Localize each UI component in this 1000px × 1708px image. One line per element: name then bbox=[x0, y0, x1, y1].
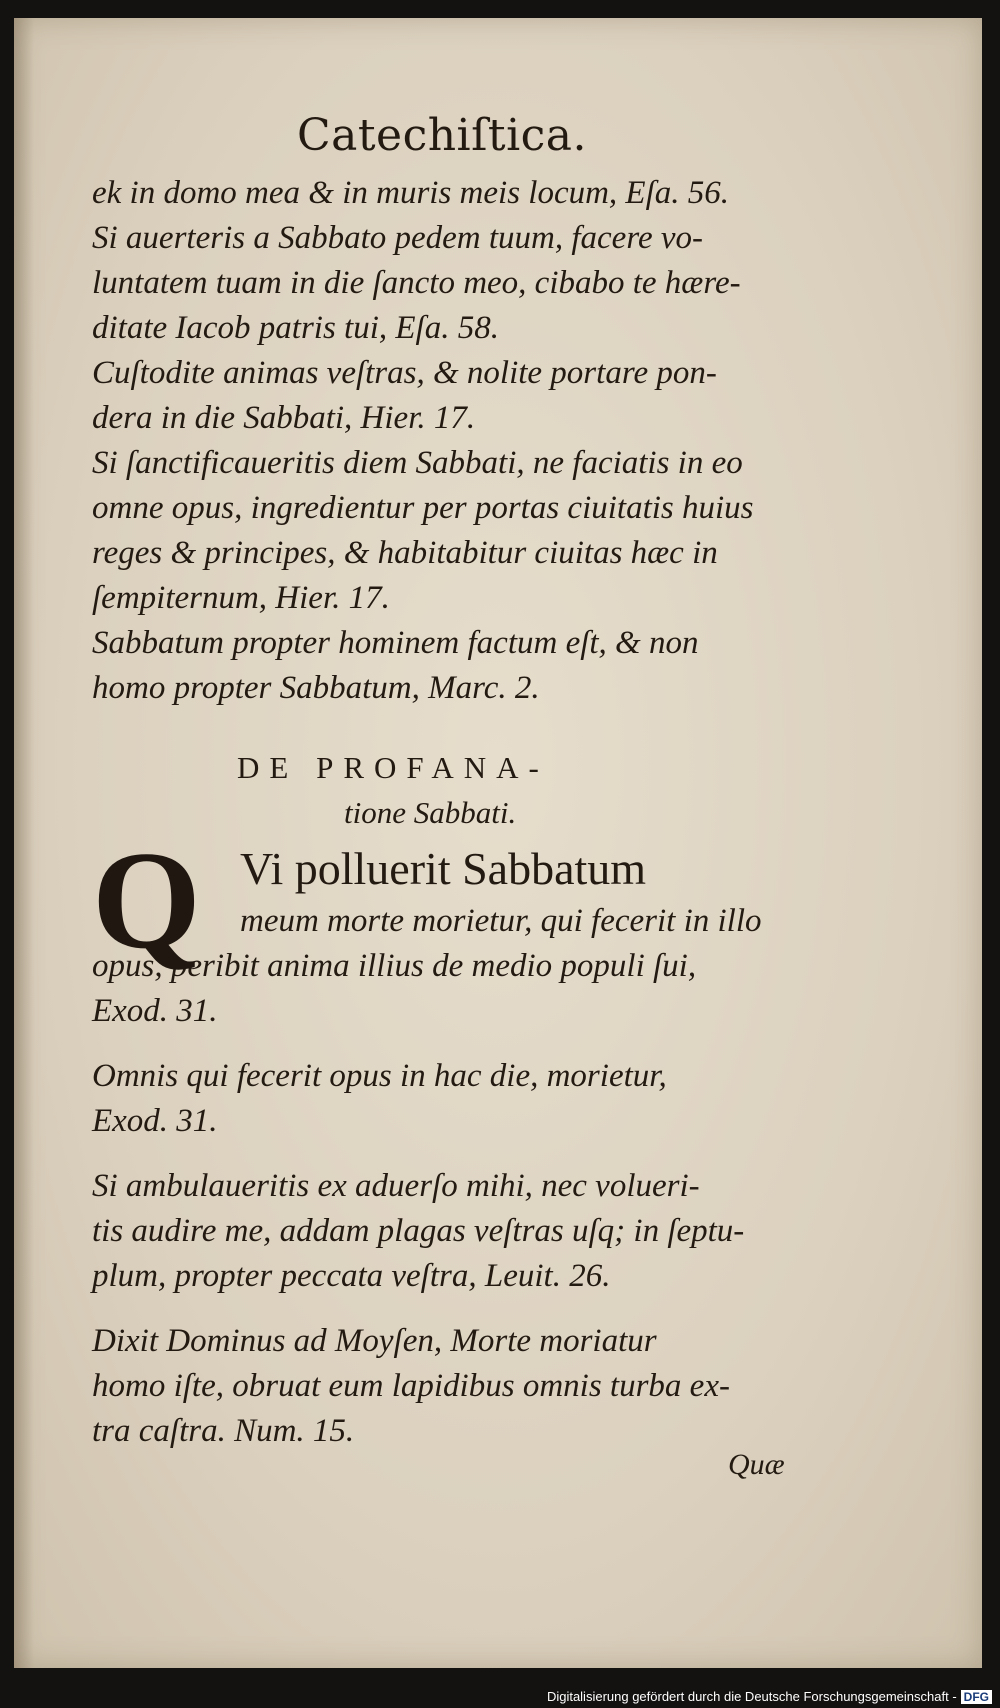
text-line: Si auerteris a Sabbato pedem tuum, facere vo- bbox=[92, 220, 703, 256]
text-line: Exod. 31. bbox=[92, 993, 218, 1029]
text-line: omne opus, ingredientur per portas ciuitatis huius bbox=[92, 490, 754, 526]
running-head: Catechiſtica. bbox=[296, 110, 588, 161]
text-line: Dixit Dominus ad Moyſen, Morte moriatur bbox=[92, 1323, 657, 1359]
text-line: dera in die Sabbati, Hier. 17. bbox=[92, 400, 476, 436]
paragraph bbox=[92, 1054, 792, 1144]
catchword: Quæ bbox=[728, 1448, 785, 1481]
text-line: homo iſte, obruat eum lapidibus omnis turba ex- bbox=[92, 1368, 730, 1404]
text-line: opus, peribit anima illius de medio populi ſui, bbox=[92, 948, 697, 984]
section-heading-continued: tione Sabbati. bbox=[344, 795, 517, 830]
top-text bbox=[92, 171, 792, 711]
text-line: Exod. 31. bbox=[92, 1103, 218, 1139]
first-line: Vi polluerit Sabbatum bbox=[240, 843, 647, 894]
text-line: ſempiternum, Hier. 17. bbox=[92, 580, 390, 616]
text-line: ditate Iacob patris tui, Eſa. 58. bbox=[92, 310, 499, 346]
text-line: meum morte morietur, qui fecerit in illo bbox=[240, 903, 762, 939]
text-line: luntatem tuam in die ſancto meo, cibabo te hære- bbox=[92, 265, 741, 301]
text-line: Si ſanctificaueritis diem Sabbati, ne faciatis in eo bbox=[92, 445, 743, 481]
drop-cap-initial: Q bbox=[92, 823, 201, 978]
text-line: Cuſtodite animas veſtras, & nolite portare pon- bbox=[92, 355, 717, 391]
text-line: Sabbatum propter hominem factum eſt, & non bbox=[92, 625, 699, 661]
text-line: plum, propter peccata veſtra, Leuit. 26. bbox=[92, 1258, 611, 1294]
page-gutter-shadow bbox=[14, 18, 34, 1668]
text-line: Omnis qui fecerit opus in hac die, morietur, bbox=[92, 1058, 667, 1094]
section-gap bbox=[92, 711, 792, 745]
digitization-credit bbox=[547, 1689, 992, 1704]
text-line: Si ambulaueritis ex aduerſo mihi, nec volueri- bbox=[92, 1168, 700, 1204]
paragraph bbox=[92, 1164, 792, 1299]
text-line: homo propter Sabbatum, Marc. 2. bbox=[92, 670, 540, 706]
page-text bbox=[92, 110, 792, 1454]
text-line: ek in domo mea & in muris meis locum, Eſa. 56. bbox=[92, 175, 730, 211]
opening-paragraph bbox=[92, 823, 792, 1034]
credit-text: Digitalisierung gefördert durch die Deutsche Forschungsgemeinschaft - bbox=[546, 1689, 957, 1704]
paragraph bbox=[92, 1319, 792, 1454]
text-line: tis audire me, addam plagas veſtras uſq; in ſeptu- bbox=[92, 1213, 745, 1249]
text-line: reges & principes, & habitabitur ciuitas hæc in bbox=[92, 535, 718, 571]
section-heading: DE PROFANA- bbox=[237, 750, 549, 785]
dfg-logo-icon: DFG bbox=[961, 1690, 992, 1704]
text-line: tra caſtra. Num. 15. bbox=[92, 1413, 355, 1449]
